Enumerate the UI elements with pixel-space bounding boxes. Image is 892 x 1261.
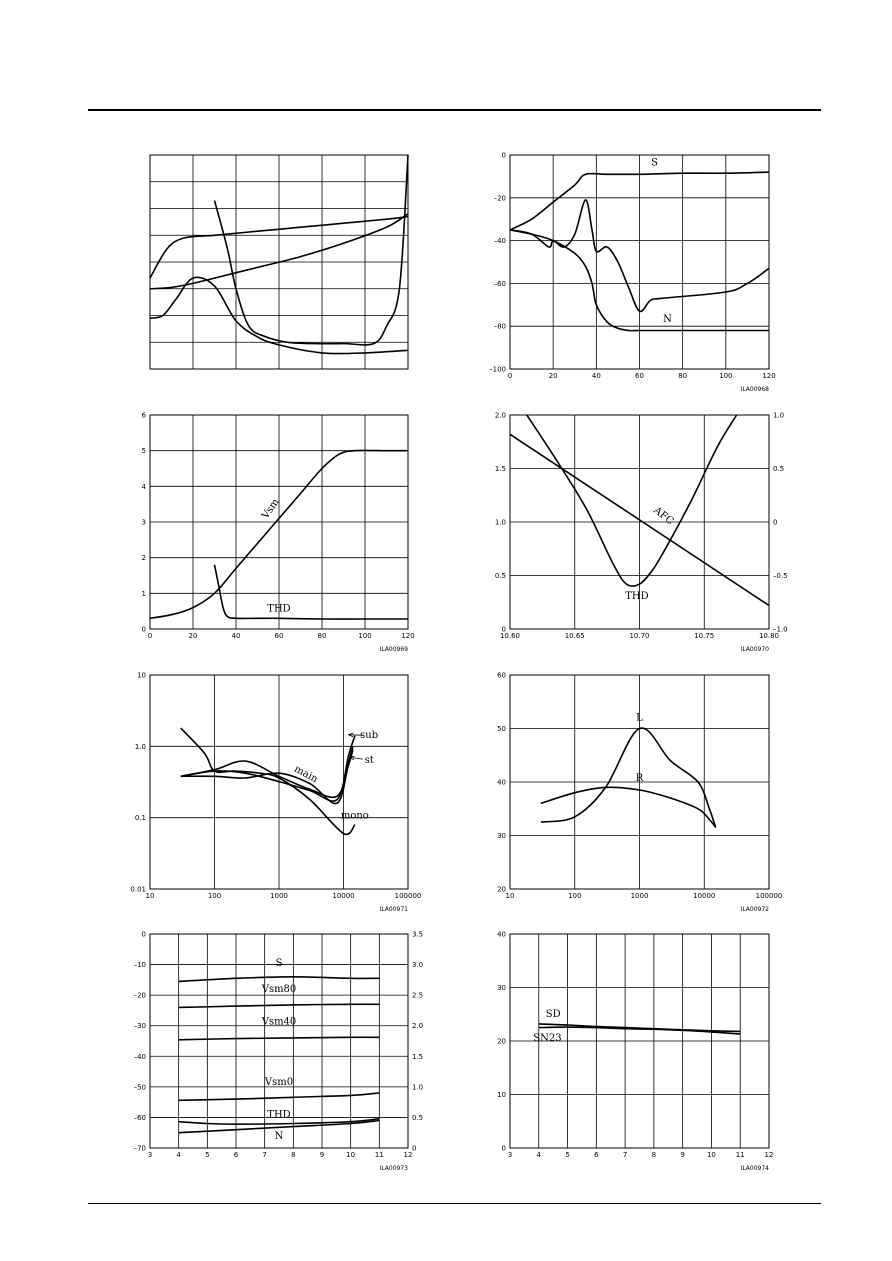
figure-code: ILA00971: [379, 906, 408, 913]
y-tick-label: –10: [133, 961, 146, 970]
series-line-r: [541, 787, 716, 827]
series-line-s: [179, 977, 380, 982]
series-line-4: [215, 155, 409, 345]
x-tick-label: 40: [591, 372, 601, 380]
series-label-vsm80: Vsm80: [261, 984, 297, 996]
series-line-vsm0: [179, 1093, 380, 1100]
x-tick-label: 60: [635, 372, 644, 380]
y-tick-label: –60: [493, 279, 506, 288]
x-tick-label: 10000: [693, 892, 716, 900]
series-label-thd: THD: [267, 1109, 291, 1121]
y2-tick-label: 1.5: [412, 1052, 424, 1061]
x-tick-label: 9: [680, 1151, 685, 1159]
y-tick-label: –40: [493, 237, 506, 246]
y-tick-label: 0: [501, 1144, 506, 1153]
series-label-afc: AFC: [651, 505, 676, 528]
series-label-l: L: [636, 712, 643, 724]
x-tick-label: 10: [145, 892, 155, 900]
x-tick-label: 10.70: [629, 632, 650, 640]
series-label-sd: SD: [545, 1008, 561, 1020]
series-line-thd: [527, 415, 737, 586]
x-tick-label: 9: [319, 1151, 325, 1159]
x-tick-label: 10000: [332, 892, 355, 900]
x-tick-label: 20: [188, 632, 198, 640]
x-tick-label: 8: [291, 1151, 296, 1159]
x-tick-label: 5: [205, 1151, 210, 1159]
x-tick-label: 100: [358, 632, 372, 640]
y-tick-label: 10: [137, 671, 146, 680]
chart-4: [495, 412, 788, 654]
chart-1: [150, 155, 408, 369]
chart-5: [130, 672, 421, 914]
y2-tick-label: –1.0: [773, 625, 788, 634]
chart-2: [489, 152, 776, 394]
series-label-sub: sub: [360, 730, 379, 742]
y-tick-label: –70: [133, 1144, 146, 1153]
chart-6: [497, 672, 782, 914]
y2-tick-label: 3.0: [412, 961, 424, 970]
x-tick-label: 10.60: [499, 632, 521, 640]
y-tick-label: 1.0: [494, 518, 506, 527]
y-tick-label: 1: [141, 589, 146, 598]
series-label-thd: THD: [625, 591, 649, 603]
x-tick-label: 100000: [755, 892, 783, 900]
series-line-vsm40: [179, 1037, 380, 1040]
x-tick-label: 60: [274, 632, 284, 640]
x-tick-label: 1000: [270, 892, 288, 900]
chart-3: [142, 412, 415, 654]
x-tick-label: 10: [505, 892, 515, 900]
x-tick-label: 6: [594, 1151, 599, 1159]
y-tick-label: 0: [501, 625, 506, 634]
figure-code: ILA00968: [740, 386, 769, 393]
figure-code: ILA00974: [740, 1165, 769, 1172]
x-tick-label: 0: [507, 372, 513, 380]
y2-tick-label: 0.5: [412, 1113, 424, 1122]
y-tick-label: 0.5: [494, 572, 506, 580]
series-label-thd: THD: [267, 603, 291, 615]
y2-tick-label: 2.5: [412, 991, 424, 1000]
y-tick-label: –20: [133, 991, 146, 1000]
x-tick-label: 11: [374, 1151, 384, 1159]
x-tick-label: 3: [147, 1151, 153, 1159]
figure-code: ILA00969: [379, 646, 408, 653]
figure-code: ILA00970: [740, 646, 769, 653]
y-tick-label: 30: [497, 832, 506, 840]
series-line-l: [541, 728, 716, 827]
y-tick-label: 40: [497, 930, 506, 939]
y-tick-label: 40: [497, 778, 506, 787]
x-tick-label: 10.80: [758, 632, 780, 640]
series-label-n: N: [663, 313, 672, 325]
y-tick-label: 50: [497, 725, 506, 733]
chart-7: [134, 931, 424, 1173]
series-line-vsm80: [179, 1004, 380, 1007]
y-tick-label: –40: [133, 1052, 146, 1061]
series-label-r: R: [635, 772, 644, 784]
series-label-s: S: [275, 958, 283, 970]
series-label-n: N: [274, 1130, 284, 1142]
x-tick-label: 10.65: [564, 632, 585, 640]
y2-tick-label: 2.0: [412, 1022, 424, 1031]
x-tick-label: 40: [231, 632, 241, 640]
y-tick-label: 30: [497, 984, 506, 992]
series-label-st: st: [364, 755, 374, 767]
x-tick-label: 8: [651, 1151, 657, 1159]
series-line-thd: [215, 565, 409, 619]
x-tick-label: 10: [706, 1151, 716, 1159]
series-label-s: S: [651, 157, 659, 169]
y-tick-label: 6: [141, 411, 146, 420]
series-label-vsm40: Vsm40: [261, 1016, 297, 1028]
y-tick-label: 0.1: [134, 814, 146, 823]
x-tick-label: 3: [507, 1151, 513, 1159]
series-label-sn23: SN23: [533, 1033, 562, 1044]
y-tick-label: –30: [133, 1022, 146, 1031]
x-tick-label: 4: [536, 1151, 542, 1159]
y-tick-label: 20: [497, 1037, 506, 1046]
y-tick-label: –20: [493, 194, 506, 203]
y-tick-label: –50: [133, 1083, 146, 1092]
x-tick-label: 6: [233, 1151, 239, 1159]
y-tick-label: –60: [133, 1113, 146, 1122]
figure-code: ILA00973: [379, 1165, 408, 1172]
x-tick-label: 100: [719, 372, 733, 380]
series-line-mono: [181, 728, 355, 834]
series-label-vsm: Vsm: [260, 496, 282, 522]
y-tick-label: –100: [489, 365, 506, 374]
y-tick-label: 0.01: [130, 885, 146, 894]
y-tick-label: 1.5: [494, 465, 506, 473]
series-label-vsm0: Vsm0: [264, 1077, 294, 1089]
y2-tick-label: 0: [773, 518, 778, 527]
x-tick-label: 100: [568, 892, 582, 900]
x-tick-label: 80: [678, 372, 688, 380]
x-tick-label: 11: [735, 1151, 745, 1159]
y-tick-label: 2.0: [494, 411, 506, 420]
series-line-sub: [181, 736, 355, 801]
x-tick-label: 100000: [394, 892, 422, 900]
x-tick-label: 10.75: [694, 632, 715, 640]
x-tick-label: 1000: [630, 892, 649, 900]
y-tick-label: 0: [141, 930, 146, 939]
y-tick-label: 10: [497, 1091, 506, 1099]
x-tick-label: 4: [176, 1151, 181, 1159]
y-tick-label: 0: [501, 151, 506, 160]
series-label-main: main: [292, 763, 320, 786]
x-tick-label: 12: [403, 1151, 413, 1159]
x-tick-label: 100: [207, 892, 222, 900]
figure-code: ILA00972: [740, 906, 769, 913]
y-tick-label: 4: [141, 482, 146, 491]
y2-tick-label: –0.5: [773, 572, 788, 580]
y-tick-label: 1.0: [134, 742, 146, 751]
series-label-mono: mono: [340, 810, 369, 822]
y2-tick-label: 3.5: [412, 930, 424, 939]
y-tick-label: 5: [141, 447, 146, 456]
x-tick-label: 7: [262, 1151, 267, 1159]
y2-tick-label: 0: [412, 1144, 417, 1153]
y-tick-label: 3: [141, 518, 146, 527]
x-tick-label: 10: [346, 1151, 356, 1159]
x-tick-label: 120: [762, 372, 776, 380]
x-tick-label: 20: [548, 372, 558, 380]
x-tick-label: 5: [565, 1151, 570, 1159]
x-tick-label: 80: [317, 632, 327, 640]
y2-tick-label: 1.0: [773, 411, 785, 420]
y-tick-label: 2: [141, 554, 146, 563]
y-tick-label: 60: [497, 671, 506, 680]
y-tick-label: 0: [141, 625, 146, 634]
chart-8: [497, 931, 773, 1173]
y-tick-label: –80: [493, 322, 506, 331]
x-tick-label: 12: [764, 1151, 774, 1159]
x-tick-label: 7: [622, 1151, 628, 1159]
x-tick-label: 0: [147, 632, 153, 640]
y2-tick-label: 0.5: [773, 465, 785, 473]
y2-tick-label: 1.0: [412, 1083, 424, 1092]
x-tick-label: 120: [401, 632, 415, 640]
y-tick-label: 20: [497, 885, 506, 894]
